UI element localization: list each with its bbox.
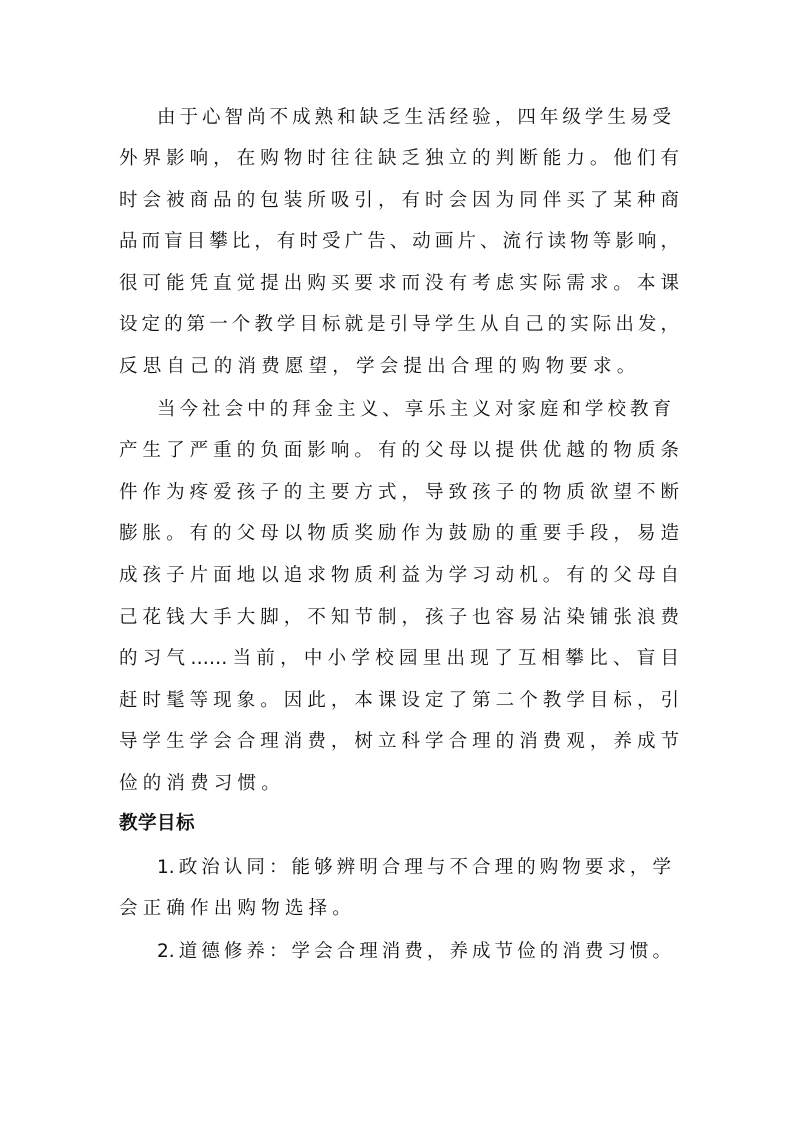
goal-line: 1.政治认同：能够辨明合理与不合理的购物要求，学 [157, 857, 671, 878]
paragraph-line: 反思自己的消费愿望，学会提出合理的购物要求。 [119, 356, 641, 377]
paragraph-line: 赶时髦等现象。因此，本课设定了第二个教学目标，引 [119, 690, 679, 711]
paragraph-line: 产生了严重的负面影响。有的父母以提供优越的物质条 [119, 440, 679, 461]
paragraph-line: 俭的消费习惯。 [119, 773, 285, 794]
paragraph-line: 成孩子片面地以追求物质利益为学习动机。有的父母自 [119, 565, 679, 586]
paragraph-line: 的习气……当前，中小学校园里出现了互相攀比、盲目 [119, 648, 679, 669]
goal-line: 会正确作出购物选择。 [119, 898, 357, 919]
paragraph-line: 时会被商品的包装所吸引，有时会因为同伴买了某种商 [119, 190, 679, 211]
section-heading: 教学目标 [119, 813, 196, 834]
goal-line: 2.道德修养：学会合理消费，养成节俭的消费习惯。 [157, 941, 671, 962]
paragraph-line: 很可能凭直觉提出购买要求而没有考虑实际需求。本课 [119, 273, 679, 294]
paragraph-line: 设定的第一个教学目标就是引导学生从自己的实际出发， [119, 314, 679, 335]
paragraph-line: 膨胀。有的父母以物质奖励作为鼓励的重要手段，易造 [119, 523, 679, 544]
paragraph-line: 外界影响，在购物时往往缺乏独立的判断能力。他们有 [119, 148, 679, 169]
paragraph-line: 己花钱大手大脚，不知节制，孩子也容易沾染铺张浪费 [119, 607, 679, 628]
paragraph-line: 当今社会中的拜金主义、享乐主义对家庭和学校教育 [157, 399, 671, 420]
paragraph-line: 品而盲目攀比，有时受广告、动画片、流行读物等影响， [119, 231, 679, 252]
paragraph-line: 导学生学会合理消费，树立科学合理的消费观，养成节 [119, 731, 679, 752]
paragraph-line: 由于心智尚不成熟和缺乏生活经验，四年级学生易受 [157, 107, 671, 128]
paragraph-line: 件作为疼爱孩子的主要方式，导致孩子的物质欲望不断 [119, 482, 679, 503]
